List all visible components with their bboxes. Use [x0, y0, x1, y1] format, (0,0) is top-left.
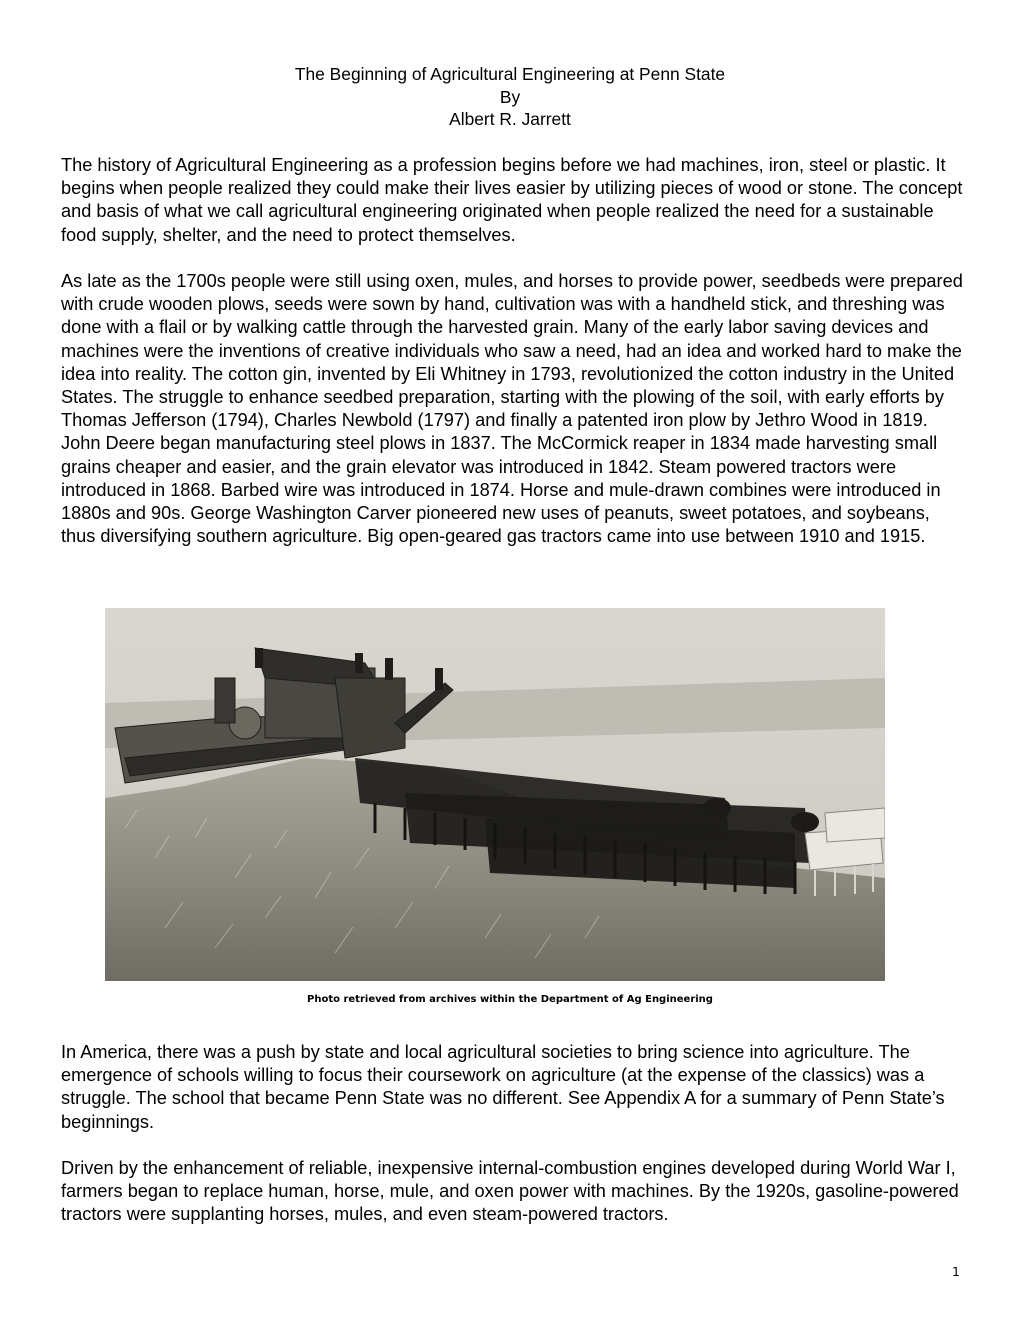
- paragraph-engines: Driven by the enhancement of reliable, inexpensive internal-combustion engines developed during World War I, farmers began to replace human, horse, mule, and oxen power with machines. By the 1920s, gasoline-powered tractors were supplanting horses, mules, and even steam-powered tractors.: [61, 1158, 959, 1225]
- document-title: The Beginning of Agricultural Engineering at Penn State: [294, 64, 726, 84]
- paragraph-intro: The history of Agricultural Engineering as a profession begins before we had machines, iron, steel or plastic. It begins when people realized they could make their lives easier by utilizing pieces of wood or stone. The concept and basis of what we call agricultural engineering originated when people realized the need for a sustainable food supply, shelter, and the need to protect themselves.: [61, 155, 963, 245]
- paragraph-america: In America, there was a push by state and local agricultural societies to bring science into agriculture. The emergence of schools willing to focus their coursework on agriculture (at the expense of the classics) was a struggle. The school that became Penn State was no different. See Appendix A for a summary of Penn State’s beginnings.: [61, 1042, 945, 1132]
- photo-caption: Photo retrieved from archives within the Department of Ag Engineering: [307, 994, 713, 1005]
- page-number: 1: [952, 1264, 960, 1279]
- historical-combine-photo: [105, 608, 885, 981]
- title-block: [0, 63, 1020, 131]
- author-name: Albert R. Jarrett: [449, 109, 571, 130]
- paragraph-history: As late as the 1700s people were still using oxen, mules, and horses to provide power, seedbeds were prepared with crude wooden plows, seeds were sown by hand, cultivation was with a handheld stick, and threshing was done with a flail or by walking cattle through the harvested grain. Many of the early labor saving devices and machines were the inventions of creative individuals who saw a need, had an idea and worked hard to make the idea into reality. The cotton gin, invented by Eli Whitney in 1793, revolutionized the cotton industry in the United States. The struggle to enhance seedbed preparation, starting with the plowing of the soil, with early efforts by Thomas Jefferson (1794), Charles Newbold (1797) and finally a patented iron plow by Jethro Wood in 1819. John Deere began manufacturing steel plows in 1837. The McCormick reaper in 1834 made harvesting small grains cheaper and easier, and the grain elevator was introduced in 1842. Steam powered tractors were introduced in 1868. Barbed wire was introduced in 1874. Horse and mule-drawn combines were introduced in 1880s and 90s. George Washington Carver pioneered new uses of peanuts, sweet potatoes, and soybeans, thus diversifying southern agriculture. Big open-geared gas tractors came into use between 1910 and 1915.: [61, 271, 963, 547]
- by-line: By: [499, 86, 521, 107]
